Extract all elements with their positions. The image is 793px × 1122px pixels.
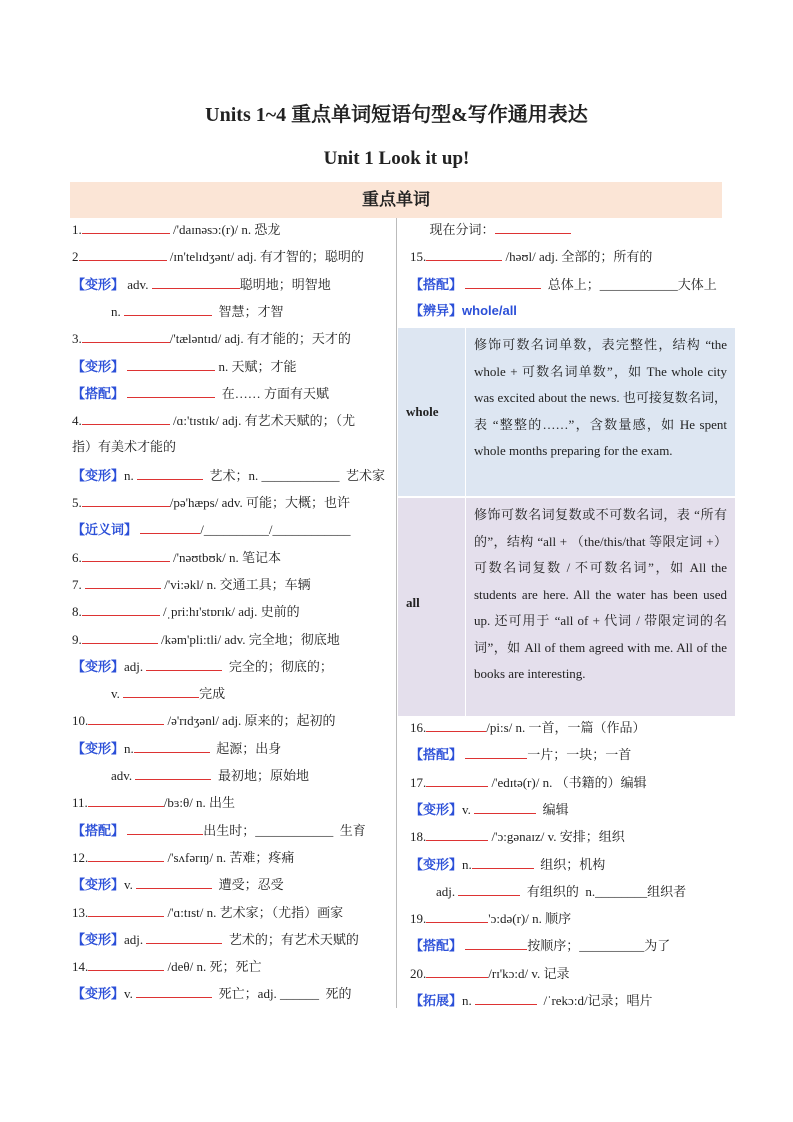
tag-label: 【搭配】: [72, 385, 125, 401]
line-text: 'ɔ:də(r)/ n. 顺序: [488, 911, 572, 927]
entry-line: [410, 827, 625, 846]
entry-line: [72, 766, 309, 785]
tag-label: 【变形】: [72, 877, 125, 893]
line-prefix: adv.: [72, 768, 136, 783]
line-text: 有组织的 n.________组织者: [520, 883, 687, 899]
entry-line: [410, 718, 646, 737]
line-text: n. 天赋；才能: [215, 358, 297, 374]
line-prefix: 2: [72, 249, 79, 265]
answer-blank[interactable]: [475, 991, 537, 1005]
line-text: /'edɪtə(r)/ n. （书籍的）编辑: [488, 774, 647, 790]
line-text: 编辑: [536, 801, 569, 817]
line-text: 艺术；n. ____________ 艺术家: [203, 467, 386, 483]
unit-title: Unit 1 Look it up!: [323, 148, 470, 169]
tag-label: 【变形】: [72, 276, 125, 292]
line-text: /ɑ:'tɪstɪk/ adj. 有艺术天赋的；（尤: [169, 413, 356, 429]
entry-line: [410, 220, 571, 239]
entry-line: [72, 984, 352, 1003]
line-prefix: adj.: [124, 658, 147, 674]
column-divider: [396, 218, 397, 1008]
answer-blank[interactable]: [465, 936, 527, 950]
line-text: 智慧；才智: [212, 303, 284, 319]
compare-desc: 修饰可数名词单数，表完整性，结构 “the whole + 可数名词单数”，如 The whole city was excited about the news. 也可接复数名词，表 “整整的……”，含数量感，如 He spent whole months preparing for the exam.: [474, 337, 727, 458]
answer-blank[interactable]: [465, 745, 527, 759]
line-text: /'sʌfərɪŋ/ n. 苦难；疼痛: [164, 849, 295, 865]
line-text: 起源；出身: [209, 740, 282, 756]
line-text: 遭受；忍受: [212, 877, 284, 893]
compare-key: whole: [398, 328, 466, 496]
line-text: /ˈrekɔ:d/记录；唱片: [537, 993, 653, 1008]
entry-line: [410, 800, 569, 819]
entry-line: [72, 493, 350, 512]
compare-key: all: [398, 498, 466, 716]
tag-label: 【变形】: [72, 986, 125, 1002]
answer-blank[interactable]: [426, 964, 488, 978]
line-prefix: whole/all: [462, 302, 517, 318]
tag-label: 【搭配】: [410, 276, 463, 292]
entry-line: [72, 821, 366, 840]
line-text: 出生时；____________ 生育: [203, 822, 366, 838]
answer-blank[interactable]: [82, 220, 170, 234]
entry-line: [410, 302, 517, 320]
compare-row-whole: [398, 328, 735, 496]
answer-blank[interactable]: [136, 875, 212, 889]
document-title: Units 1~4 重点单词短语句型&写作通用表达: [205, 104, 588, 126]
answer-blank[interactable]: [136, 984, 212, 998]
line-text: /'vi:əkl/ n. 交通工具；车辆: [161, 576, 311, 592]
line-prefix: 14.: [72, 959, 89, 975]
entry-line: [72, 357, 297, 376]
entry-line: [72, 930, 359, 949]
entry-line: [72, 657, 333, 676]
entry-line: [72, 548, 281, 567]
entry-line: [410, 855, 605, 874]
tag-label: 【搭配】: [410, 938, 463, 954]
tag-label: 【变形】: [72, 740, 125, 756]
line-text: 完成: [199, 686, 226, 702]
answer-blank[interactable]: [465, 275, 541, 289]
answer-blank[interactable]: [123, 684, 199, 698]
answer-blank[interactable]: [140, 520, 200, 534]
entry-line: [72, 575, 311, 594]
answer-blank[interactable]: [426, 827, 488, 841]
answer-blank[interactable]: [88, 903, 164, 917]
line-text: /kəm'pli:tli/ adv. 完全地；彻底地: [157, 631, 340, 647]
line-prefix: 4.: [72, 413, 82, 429]
line-text: /rɪ'kɔ:d/ v. 记录: [488, 965, 570, 981]
answer-blank[interactable]: [82, 411, 170, 425]
entry-line: [72, 875, 284, 894]
line-text: 最初地；原始地: [211, 768, 309, 783]
entry-line: [72, 466, 385, 485]
line-prefix: adv.: [124, 276, 152, 292]
entry-line: [72, 302, 284, 321]
answer-blank[interactable]: [127, 357, 215, 371]
compare-row-all: [398, 498, 735, 716]
line-text: 聪明地；明智地: [239, 276, 331, 292]
entry-line: [72, 739, 281, 758]
line-text: /'nəʊtbʊk/ n. 笔记本: [169, 549, 281, 565]
answer-blank[interactable]: [82, 329, 170, 343]
line-prefix: n.: [462, 993, 476, 1008]
entry-line: [72, 329, 351, 348]
answer-blank[interactable]: [426, 909, 488, 923]
line-text: /həʊl/ adj. 全部的；所有的: [502, 249, 653, 265]
entry-line: [410, 964, 570, 983]
line-prefix: 19.: [410, 911, 427, 927]
entry-line: [72, 793, 235, 812]
line-prefix: 13.: [72, 904, 89, 920]
entry-line: [410, 247, 652, 266]
line-text: /deθ/ n. 死；死亡: [164, 959, 262, 975]
entry-line: [72, 848, 294, 867]
line-text: /ɪn'telɪdʒənt/ adj. 有才智的；聪明的: [166, 249, 364, 265]
answer-blank[interactable]: [146, 930, 222, 944]
line-prefix: 15.: [410, 249, 427, 265]
answer-blank[interactable]: [152, 275, 240, 289]
answer-blank[interactable]: [472, 855, 534, 869]
answer-blank[interactable]: [458, 882, 520, 896]
line-text: /'daɪnəsɔ:(r)/ n. 恐龙: [169, 222, 281, 237]
answer-blank[interactable]: [495, 220, 571, 234]
tag-label: 【变形】: [410, 801, 463, 817]
answer-blank[interactable]: [127, 821, 203, 835]
tag-label: 【近义词】: [72, 522, 138, 538]
line-prefix: adj.: [410, 883, 459, 899]
tag-label: 【变形】: [72, 658, 125, 674]
answer-blank[interactable]: [88, 711, 164, 725]
entry-line: [410, 745, 631, 764]
entry-line: [410, 936, 670, 955]
line-prefix: n.: [72, 303, 124, 319]
entry-line: [72, 438, 176, 456]
line-text: /__________/____________: [200, 522, 351, 538]
entry-line: [72, 384, 329, 403]
line-text: /pi:s/ n. 一首，一篇（作品）: [486, 720, 646, 735]
answer-blank[interactable]: [474, 800, 536, 814]
entry-line: [72, 903, 343, 922]
entry-line: [72, 711, 336, 730]
line-prefix: 17.: [410, 774, 427, 790]
line-text: 按顺序；__________为了: [527, 938, 671, 954]
answer-blank[interactable]: [426, 718, 486, 732]
compare-desc: 修饰可数名词复数或不可数名词，表 “所有的”，结构 “all + （the/this/that 等限定词 +）可数名词复数 / 不可数名词”，如 All the students are here. All the water has been used up. 还可用于 “all of + 代词 / 带限定词的名词”，如 All of them agreed with me. All of the books are interesting.: [474, 507, 727, 681]
line-prefix: n.: [124, 467, 138, 483]
line-prefix: n.: [462, 856, 472, 872]
line-text: 在…… 方面有天赋: [215, 385, 330, 401]
entry-line: [72, 684, 225, 703]
line-text: /ə'rɪdʒənl/ adj. 原来的；起初的: [164, 713, 336, 729]
line-prefix: 现在分词：: [410, 222, 495, 237]
answer-blank[interactable]: [82, 548, 170, 562]
entry-line: [410, 275, 717, 294]
line-prefix: 12.: [72, 849, 89, 865]
line-prefix: 10.: [72, 713, 89, 729]
answer-blank[interactable]: [124, 302, 212, 316]
entry-line: [72, 957, 261, 976]
entry-line: [410, 991, 653, 1010]
line-prefix: 6.: [72, 549, 82, 565]
tag-label: 【搭配】: [410, 747, 463, 763]
entry-line: [72, 275, 331, 294]
line-text: /bɜ:θ/ n. 出生: [163, 795, 236, 811]
line-prefix: 18.: [410, 829, 427, 845]
tag-label: 【变形】: [72, 358, 125, 374]
line-text: 完全的；彻底的；: [222, 658, 333, 674]
line-prefix: v.: [124, 877, 137, 893]
entry-line: [410, 773, 647, 792]
answer-blank[interactable]: [79, 247, 167, 261]
line-prefix: 5.: [72, 495, 82, 510]
line-text: 艺术的；有艺术天赋的: [222, 931, 359, 947]
line-prefix: v.: [72, 686, 124, 702]
tag-label: 【变形】: [410, 856, 463, 872]
line-prefix: 11.: [72, 795, 88, 811]
answer-blank[interactable]: [82, 602, 160, 616]
answer-blank[interactable]: [134, 739, 210, 753]
line-prefix: n.: [124, 740, 134, 756]
line-text: /'ɑ:tɪst/ n. 艺术家；（尤指）画家: [164, 904, 344, 920]
line-text: 组织；机构: [533, 856, 606, 872]
line-text: /pə'hæps/ adv. 可能；大概；也许: [169, 495, 350, 510]
answer-blank[interactable]: [127, 384, 215, 398]
entry-line: [72, 630, 340, 649]
line-text: /'tæləntɪd/ adj. 有才能的；天才的: [169, 331, 351, 347]
entry-line: [410, 909, 571, 928]
line-text: 一片；一块；一首: [527, 747, 632, 763]
line-prefix: adj.: [124, 931, 147, 947]
line-text: /'ɔ:gənaɪz/ v. 安排；组织: [488, 829, 625, 845]
line-text: 死亡；adj. ______ 死的: [212, 986, 352, 1002]
line-prefix: 8.: [72, 604, 82, 620]
answer-blank[interactable]: [137, 466, 203, 480]
tag-label: 【辨异】: [410, 302, 463, 318]
entry-line: [72, 602, 300, 621]
line-prefix: 16.: [410, 720, 427, 735]
line-prefix: v.: [462, 801, 475, 817]
answer-blank[interactable]: [135, 766, 211, 780]
tag-label: 【搭配】: [72, 822, 125, 838]
answer-blank[interactable]: [82, 493, 170, 507]
tag-label: 【拓展】: [410, 993, 463, 1008]
answer-blank[interactable]: [82, 630, 158, 644]
tag-label: 【变形】: [72, 931, 125, 947]
line-prefix: 9.: [72, 631, 82, 647]
answer-blank[interactable]: [146, 657, 222, 671]
line-text: 总体上；____________大体上: [541, 276, 717, 292]
entry-line: [72, 520, 351, 539]
section-header: 重点单词: [70, 182, 722, 218]
answer-blank[interactable]: [88, 957, 164, 971]
line-prefix: 1.: [72, 222, 82, 237]
line-prefix: v.: [124, 986, 137, 1002]
answer-blank[interactable]: [426, 247, 502, 261]
entry-line: [72, 411, 355, 430]
entry-line: [72, 220, 280, 239]
tag-label: 【变形】: [72, 467, 125, 483]
answer-blank[interactable]: [426, 773, 488, 787]
entry-line: [410, 882, 686, 901]
line-prefix: 20.: [410, 965, 427, 981]
answer-blank[interactable]: [85, 575, 161, 589]
answer-blank[interactable]: [88, 793, 164, 807]
answer-blank[interactable]: [88, 848, 164, 862]
line-prefix: 指）有美术才能的: [72, 439, 177, 455]
line-prefix: 3.: [72, 331, 82, 347]
line-prefix: 7.: [72, 576, 85, 592]
line-text: /ˌpri:hɪ'stɒrɪk/ adj. 史前的: [159, 604, 300, 620]
entry-line: [72, 247, 364, 266]
